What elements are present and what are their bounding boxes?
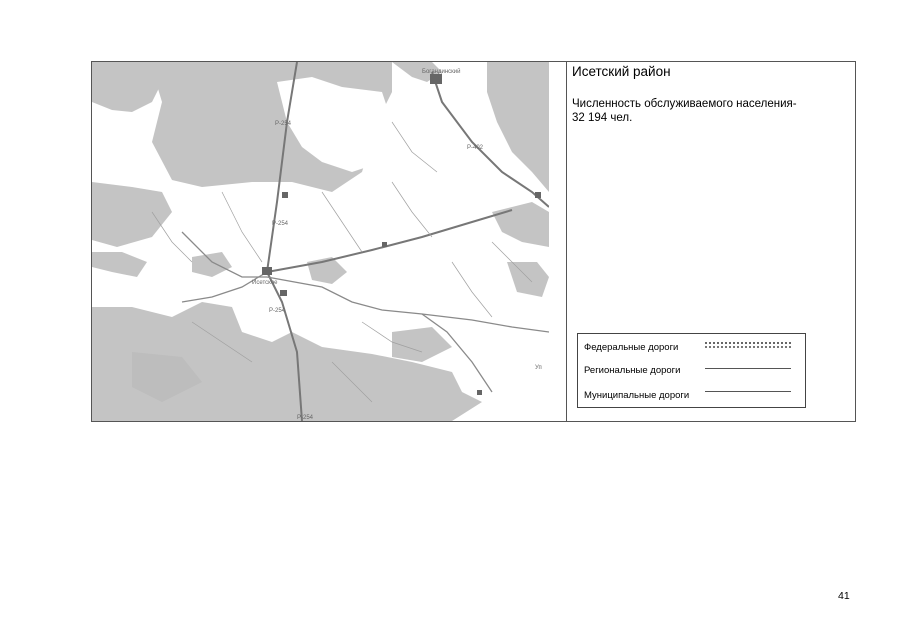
population-value: 32 194 чел. [572,112,633,124]
population-info [572,97,842,125]
legend-federal-line-2 [705,346,791,348]
legend-regional-label: Региональные дороги [584,365,681,376]
district-title: Исетский район [572,64,671,79]
district-map[interactable] [92,62,549,421]
panel-divider [566,61,567,422]
town-label-top: Богандинский [422,69,461,75]
road-label-r402: Р-402 [467,145,484,151]
legend-regional-line [705,368,791,369]
road-label-r254-mid: Р-254 [272,221,289,227]
forest-areas [92,62,549,421]
town-label-right: Уп [535,365,542,371]
map-legend [577,333,806,408]
population-label: Численность обслуживаемого населения- [572,98,797,110]
road-label-r254-low: Р-254 [269,308,286,314]
legend-municipal-label: Муниципальные дороги [584,390,690,401]
legend-federal-label: Федеральные дороги [584,342,679,353]
town-label-center: Исетское [252,280,278,286]
legend-federal-line [705,342,791,344]
page-number: 41 [838,590,850,602]
legend-municipal-line [705,391,791,392]
road-label-r254-top: Р-254 [275,121,292,127]
road-label-r254-bottom: Р-254 [297,415,314,421]
map-graphic [92,62,549,421]
